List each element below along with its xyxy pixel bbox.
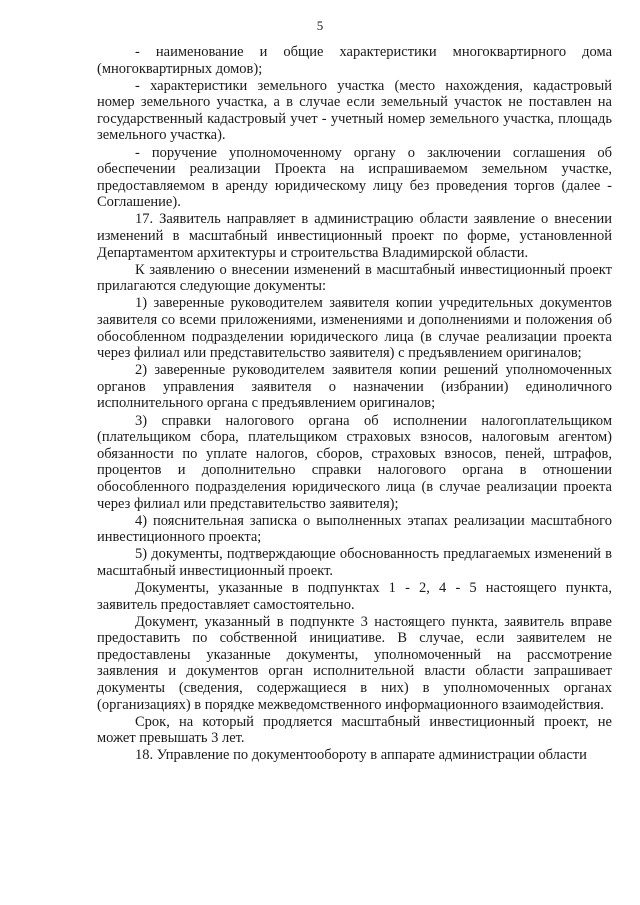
paragraph-item-18: 18. Управление по документообороту в аппарате администрации области — [135, 747, 587, 764]
page-number: 5 — [316, 18, 324, 33]
document-body — [97, 44, 612, 765]
paragraph-agreement-instruction: - поручение уполномоченному органу о заключении соглашения об обеспечении реализации Проекта на испрашиваемом земельном участке, предоставляемом в аренду юридическому лицу без проведения торгов (далее - Соглашение). — [97, 144, 612, 211]
paragraph-document-4: 4) пояснительная записка о выполненных этапах реализации масштабного инвестиционного проекта; — [97, 512, 612, 546]
paragraph-extension-term: Срок, на который продляется масштабный инвестиционный проект, не может превышать 3 лет. — [97, 713, 612, 747]
paragraph-document-5: 5) документы, подтверждающие обоснованность предлагаемых изменений в масштабный инвестиционный проект. — [97, 546, 612, 579]
paragraph-document-1: 1) заверенные руководителем заявителя копии учредительных документов заявителя со всеми приложениями, изменениями и дополнениями и положения об обособленном подразделении юридического лица (в случае реализации проекта через филиал или представительство заявителя) с предъявлением оригиналов; — [97, 295, 612, 362]
paragraph-optional-document: Документ, указанный в подпункте 3 настоящего пункта, заявитель вправе предоставить по собственной инициативе. В случае, если заявителем не предоставлены указанные документы, уполномоченный на рассмотрение заявления и документов орган исполнительной власти области запрашивает документы (сведения, содержащиеся в них) в уполномоченных органах (организациях) в порядке межведомственного информационного взаимодействия. — [97, 613, 612, 713]
paragraph-self-provided-documents: Документы, указанные в подпунктах 1 - 2, 4 - 5 настоящего пункта, заявитель предоставляет самостоятельно. — [97, 580, 612, 613]
paragraph-attached-documents-intro: К заявлению о внесении изменений в масштабный инвестиционный проект прилагаются следующие документы: — [97, 261, 612, 295]
paragraph-document-2: 2) заверенные руководителем заявителя копии решений уполномоченных органов управления заявителя о назначении (избрании) единоличного исполнительного органа с предъявлением оригиналов; — [97, 362, 612, 412]
paragraph-item-17: 17. Заявитель направляет в администрацию области заявление о внесении изменений в масштабный инвестиционный проект по форме, установленной Департаментом архитектуры и строительства Владимирской области. — [97, 211, 612, 261]
paragraph-building-characteristics: - наименование и общие характеристики многоквартирного дома (многоквартирных домов); — [97, 44, 612, 77]
paragraph-document-3: 3) справки налогового органа об исполнении налогоплательщиком (плательщиком сбора, плательщиком страховых взносов, налоговым агентом) обязанности по уплате налогов, сборов, страховых взносов, пеней, штрафов, процентов и дополнительно справки налогового органа в отношении обособленного подразделения юридического лица (в случае реализации проекта через филиал или представительство заявителя); — [97, 412, 612, 512]
paragraph-land-plot-characteristics: - характеристики земельного участка (место нахождения, кадастровый номер земельного участка, а в случае если земельный участок не поставлен на государственный кадастровый учет - учетный номер земельного участка, площадь земельного участка). — [97, 77, 612, 144]
